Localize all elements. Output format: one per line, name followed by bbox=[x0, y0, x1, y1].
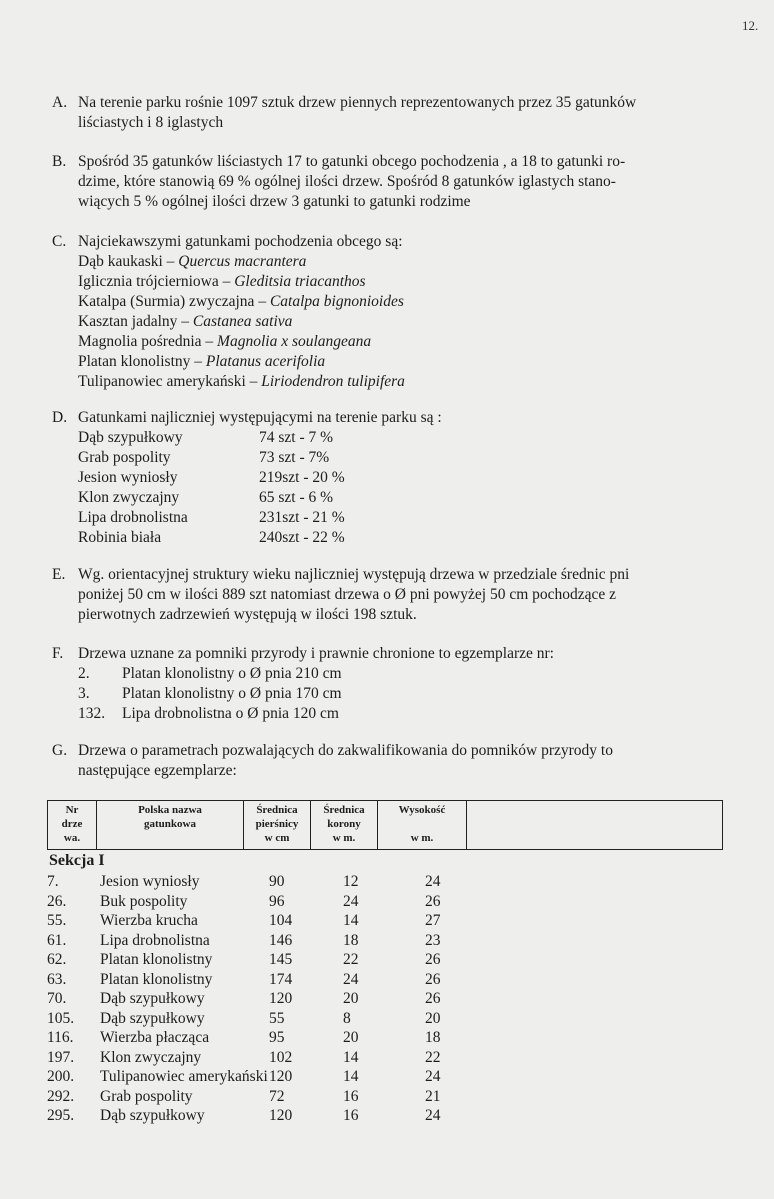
crown-diameter: 16 bbox=[343, 1107, 359, 1124]
tree-height: 20 bbox=[425, 1009, 441, 1027]
monument-item bbox=[78, 704, 722, 724]
tree-number: 26. bbox=[47, 892, 67, 910]
tree-number: 7. bbox=[47, 873, 59, 890]
paragraph-line: Spośród 35 gatunków liściastych 17 to gatunki obcego pochodzenia , a 18 to gatunki ro- bbox=[78, 153, 626, 170]
trunk-diameter: 104 bbox=[269, 912, 293, 929]
tree-height: 18 bbox=[425, 1029, 441, 1046]
species-name: Klon zwyczajny bbox=[78, 489, 180, 506]
tree-height: 24 bbox=[425, 1068, 441, 1085]
tree-height: 22 bbox=[425, 1048, 441, 1066]
header-species-name: Polska nazwa gatunkowa bbox=[97, 801, 244, 850]
trunk-diameter: 95 bbox=[269, 1029, 285, 1046]
species-name: Jesion wyniosły bbox=[78, 469, 178, 486]
species-item bbox=[78, 292, 722, 312]
section-d bbox=[52, 408, 722, 548]
species-latin-name: Catalpa bignonioides bbox=[269, 293, 404, 310]
crown-diameter: 22 bbox=[343, 951, 359, 968]
species-latin-name: Platanus acerifolia bbox=[205, 353, 326, 370]
species-item bbox=[78, 332, 722, 352]
tree-species: Platan klonolistny bbox=[100, 970, 213, 988]
section-c bbox=[52, 232, 722, 392]
paragraph-line: poniżej 50 cm w ilości 889 szt natomiast drzewa o Ø pni powyżej 50 cm pochodzące z bbox=[78, 586, 617, 603]
trunk-diameter: 146 bbox=[269, 931, 293, 949]
tree-species: Tulipanowiec amerykański bbox=[100, 1068, 268, 1085]
species-common-name: Dąb kaukaski – bbox=[78, 253, 179, 270]
section-label: F. bbox=[52, 645, 64, 662]
crown-diameter: 18 bbox=[343, 931, 359, 949]
tree-species: Wierzba krucha bbox=[100, 912, 198, 929]
crown-diameter: 24 bbox=[343, 970, 359, 988]
tree-species: Klon zwyczajny bbox=[100, 1048, 202, 1066]
trunk-diameter: 120 bbox=[269, 990, 293, 1007]
tree-height: 27 bbox=[425, 912, 441, 929]
species-latin-name: Gleditsia triacanthos bbox=[234, 273, 366, 290]
species-count-row bbox=[78, 488, 722, 508]
section-intro: Najciekawszymi gatunkami pochodzenia obcego są: bbox=[78, 233, 403, 250]
species-latin-name: Magnolia x soulangeana bbox=[217, 333, 372, 350]
species-name: Robinia biała bbox=[78, 529, 162, 546]
page-number: 12. bbox=[742, 18, 759, 33]
paragraph-line: Wg. orientacyjnej struktury wieku najliczniej występują drzewa w przedziale średnic pni bbox=[78, 566, 630, 583]
species-item bbox=[78, 352, 722, 372]
trunk-diameter: 174 bbox=[269, 970, 293, 988]
tree-species: Jesion wyniosły bbox=[100, 873, 200, 890]
species-count-row bbox=[78, 528, 722, 548]
species-name: Dąb szypułkowy bbox=[78, 429, 183, 446]
species-item bbox=[78, 372, 722, 392]
section-a bbox=[52, 93, 722, 133]
header-nr: Nr drze wa. bbox=[48, 801, 97, 850]
tree-height: 23 bbox=[425, 931, 441, 949]
crown-diameter: 16 bbox=[343, 1087, 359, 1105]
species-count: 219szt - 20 % bbox=[259, 469, 345, 486]
crown-diameter: 20 bbox=[343, 1029, 359, 1046]
crown-diameter: 24 bbox=[343, 892, 359, 910]
monument-item bbox=[78, 684, 722, 704]
section-b bbox=[52, 152, 722, 212]
species-name: Lipa drobnolistna bbox=[78, 509, 188, 526]
tree-height: 26 bbox=[425, 970, 441, 988]
trunk-diameter: 90 bbox=[269, 873, 285, 890]
section-f bbox=[52, 644, 722, 724]
species-count: 240szt - 22 % bbox=[259, 529, 345, 546]
section-e bbox=[52, 565, 722, 625]
species-count-row bbox=[78, 428, 722, 448]
tree-number: 62. bbox=[47, 951, 67, 968]
tree-species: Buk pospolity bbox=[100, 892, 188, 910]
tree-table-header bbox=[47, 800, 723, 850]
tree-species: Dąb szypułkowy bbox=[100, 990, 205, 1007]
section-label: A. bbox=[52, 94, 68, 111]
tree-number: 197. bbox=[47, 1048, 75, 1066]
crown-diameter: 14 bbox=[343, 912, 359, 929]
crown-diameter: 14 bbox=[343, 1068, 359, 1085]
tree-height: 24 bbox=[425, 1107, 441, 1124]
crown-diameter: 12 bbox=[343, 873, 359, 890]
species-name: Grab pospolity bbox=[78, 449, 171, 466]
monument-text: Platan klonolistny o Ø pnia 170 cm bbox=[122, 685, 342, 702]
tree-species: Dąb szypułkowy bbox=[100, 1107, 205, 1124]
trunk-diameter: 96 bbox=[269, 892, 285, 910]
section-label: E. bbox=[52, 566, 66, 583]
species-common-name: Katalpa (Surmia) zwyczajna – bbox=[78, 293, 270, 310]
tree-species: Grab pospolity bbox=[100, 1087, 193, 1105]
section-label: C. bbox=[52, 233, 67, 250]
section-g bbox=[52, 741, 722, 781]
crown-diameter: 14 bbox=[343, 1048, 359, 1066]
tree-species: Wierzba płacząca bbox=[100, 1029, 210, 1046]
section-intro: Gatunkami najliczniej występującymi na terenie parku są : bbox=[78, 409, 442, 426]
tree-number: 70. bbox=[47, 990, 67, 1007]
species-common-name: Platan klonolistny – bbox=[78, 353, 206, 370]
trunk-diameter: 55 bbox=[269, 1009, 285, 1027]
section-label: B. bbox=[52, 153, 67, 170]
tree-species: Lipa drobnolistna bbox=[100, 931, 210, 949]
header-empty-column bbox=[467, 801, 723, 850]
header-trunk-diameter: Średnica pierśnicy w cm bbox=[244, 801, 311, 850]
species-item bbox=[78, 252, 722, 272]
section-label: D. bbox=[52, 409, 68, 426]
paragraph-line: następujące egzemplarze: bbox=[78, 762, 237, 779]
tree-species: Dąb szypułkowy bbox=[100, 1009, 205, 1027]
crown-diameter: 20 bbox=[343, 990, 359, 1007]
trunk-diameter: 120 bbox=[269, 1068, 293, 1085]
tree-number: 116. bbox=[47, 1029, 74, 1046]
paragraph-line: liściastych i 8 iglastych bbox=[78, 114, 224, 131]
species-count-row bbox=[78, 508, 722, 528]
tree-height: 26 bbox=[425, 990, 441, 1007]
tree-number: 55. bbox=[47, 912, 67, 929]
monument-number: 132. bbox=[78, 705, 106, 722]
paragraph-line: Drzewa o parametrach pozwalających do zakwalifikowania do pomników przyrody to bbox=[78, 742, 613, 759]
monument-number: 2. bbox=[78, 665, 90, 682]
tree-height: 26 bbox=[425, 892, 441, 910]
trunk-diameter: 72 bbox=[269, 1087, 285, 1105]
monument-item bbox=[78, 664, 722, 684]
monument-text: Lipa drobnolistna o Ø pnia 120 cm bbox=[122, 705, 339, 722]
tree-number: 200. bbox=[47, 1068, 75, 1085]
section-label: G. bbox=[52, 742, 68, 759]
species-common-name: Kasztan jadalny – bbox=[78, 313, 193, 330]
trunk-diameter: 145 bbox=[269, 951, 293, 968]
trunk-diameter: 102 bbox=[269, 1048, 293, 1066]
species-common-name: Tulipanowiec amerykański – bbox=[78, 373, 262, 390]
tree-number: 61. bbox=[47, 931, 67, 949]
crown-diameter: 8 bbox=[343, 1009, 351, 1027]
monument-number: 3. bbox=[78, 685, 90, 702]
species-count-row bbox=[78, 468, 722, 488]
paragraph-line: Na terenie parku rośnie 1097 sztuk drzew piennych reprezentowanych przez 35 gatunków bbox=[78, 94, 637, 111]
trunk-diameter: 120 bbox=[269, 1107, 293, 1124]
paragraph-line: pierwotnych zadrzewień występują w ilości 198 sztuk. bbox=[78, 606, 417, 623]
species-latin-name: Liriodendron tulipifera bbox=[261, 373, 405, 390]
table-section-title: Sekcja I bbox=[49, 852, 105, 869]
tree-number: 105. bbox=[47, 1009, 75, 1027]
species-latin-name: Quercus macrantera bbox=[178, 253, 307, 270]
tree-number: 292. bbox=[47, 1087, 75, 1105]
header-crown-diameter: Średnica korony w m. bbox=[311, 801, 378, 850]
species-count-row bbox=[78, 448, 722, 468]
species-item bbox=[78, 272, 722, 292]
paragraph-line: wiących 5 % ogólnej ilości drzew 3 gatunki to gatunki rodzime bbox=[78, 193, 471, 210]
tree-species: Platan klonolistny bbox=[100, 951, 213, 968]
species-common-name: Iglicznia trójcierniowa – bbox=[78, 273, 235, 290]
tree-number: 295. bbox=[47, 1107, 75, 1124]
paragraph-line: dzime, które stanowią 69 % ogólnej ilości drzew. Spośród 8 gatunków iglastych stano- bbox=[78, 173, 616, 190]
header-height: Wysokość w m. bbox=[378, 801, 467, 850]
monument-text: Platan klonolistny o Ø pnia 210 cm bbox=[122, 665, 342, 682]
species-latin-name: Castanea sativa bbox=[192, 313, 293, 330]
species-count: 73 szt - 7% bbox=[259, 449, 330, 466]
tree-height: 24 bbox=[425, 873, 441, 890]
species-count: 65 szt - 6 % bbox=[259, 489, 334, 506]
tree-number: 63. bbox=[47, 970, 67, 988]
tree-height: 26 bbox=[425, 951, 441, 968]
species-count: 74 szt - 7 % bbox=[259, 429, 334, 446]
species-common-name: Magnolia pośrednia – bbox=[78, 333, 218, 350]
section-intro: Drzewa uznane za pomniki przyrody i prawnie chronione to egzemplarze nr: bbox=[78, 645, 554, 662]
species-count: 231szt - 21 % bbox=[259, 509, 345, 526]
species-item bbox=[78, 312, 722, 332]
tree-height: 21 bbox=[425, 1087, 441, 1105]
